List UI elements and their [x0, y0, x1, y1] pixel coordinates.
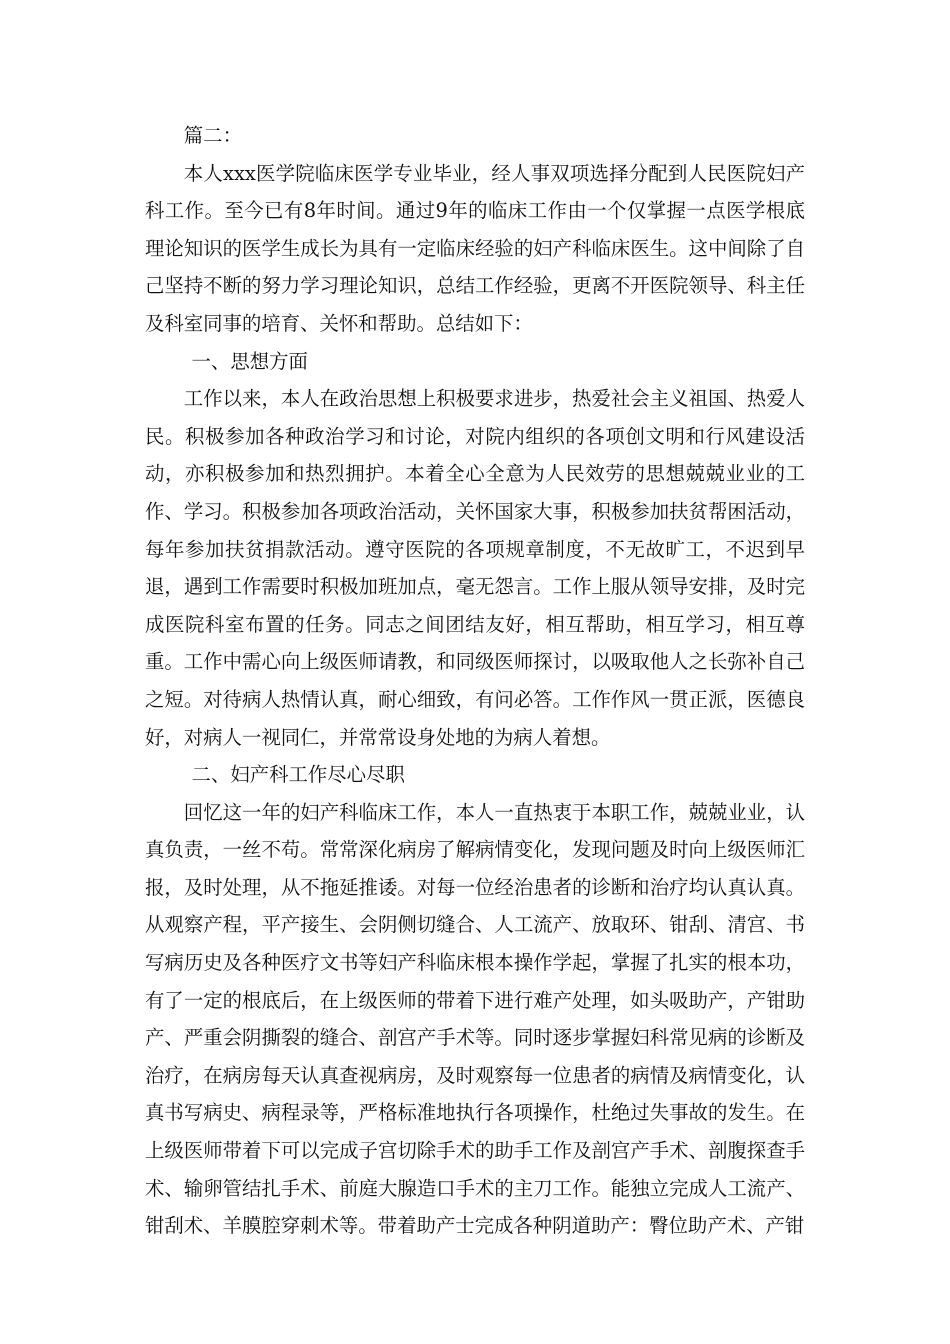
paragraph-intro: 本人xxx医学院临床医学专业毕业，经人事双项选择分配到人民医院妇产科工作。至今已有8年时间。通过9年的临床工作由一个仅掌握一点医学根底理论知识的医学生成长为具有一定临床经验的妇产科临床医生。这中间除了自己坚持不断的努力学习理论知识，总结工作经验，更离不开医院领导、科主任及科室同事的培育、关怀和帮助。总结如下：: [145, 161, 805, 335]
paragraph-ideology: 工作以来，本人在政治思想上积极要求进步，热爱社会主义祖国、热爱人民。积极参加各种政治学习和讨论，对院内组织的各项创文明和行风建设活动，亦积极参加和热烈拥护。本着全心全意为人民效劳的思想兢兢业业的工作、学习。积极参加各项政治活动，关怀国家大事，积极参加扶贫帮困活动，每年参加扶贫捐款活动。遵守医院的各项规章制度，不无故旷工，不迟到早退，遇到工作需要时积极加班加点，毫无怨言。工作上服从领导安排，及时完成医院科室布置的任务。同志之间团结友好，相互帮助，相互学习，相互尊重。工作中需心向上级医师请教，和同级医师探讨，以吸取他人之长弥补自己之短。对待病人热情认真，耐心细致，有问必答。工作作风一贯正派，医德良好，对病人一视同仁，并常常设身处地的为病人着想。: [145, 387, 805, 749]
section-heading-ideology: 一、思想方面: [191, 349, 308, 373]
section-heading-obstetrics: 二、妇产科工作尽心尽职: [191, 763, 405, 787]
document-body: [145, 117, 805, 1245]
paragraph-obstetrics: 回忆这一年的妇产科临床工作，本人一直热衷于本职工作，兢兢业业，认真负责，一丝不苟。常常深化病房了解病情变化，发现问题及时向上级医师汇报，及时处理，从不拖延推诿。对每一位经治患者的诊断和治疗均认真认真。从观察产程，平产接生、会阴侧切缝合、人工流产、放取环、钳刮、清宫、书写病历史及各种医疗文书等妇产科临床根本操作学起，掌握了扎实的根本功，有了一定的根底后，在上级医师的带着下进行难产处理，如头吸助产，产钳助产、严重会阴撕裂的缝合、剖宫产手术等。同时逐步掌握妇科常见病的诊断及治疗，在病房每天认真查视病房，及时观察每一位患者的病情及病情变化，认真书写病史、病程录等，严格标准地执行各项操作，杜绝过失事故的发生。在上级医师带着下可以完成子宫切除手术的助手工作及剖宫产手术、剖腹探查手术、输卵管结扎手术、前庭大腺造口手术的主刀工作。能独立完成人工流产、钳刮术、羊膜腔穿刺术等。带着助产士完成各种阴道助产：臀位助产术、产钳: [145, 800, 805, 1238]
document-title: 篇二：: [183, 124, 242, 147]
